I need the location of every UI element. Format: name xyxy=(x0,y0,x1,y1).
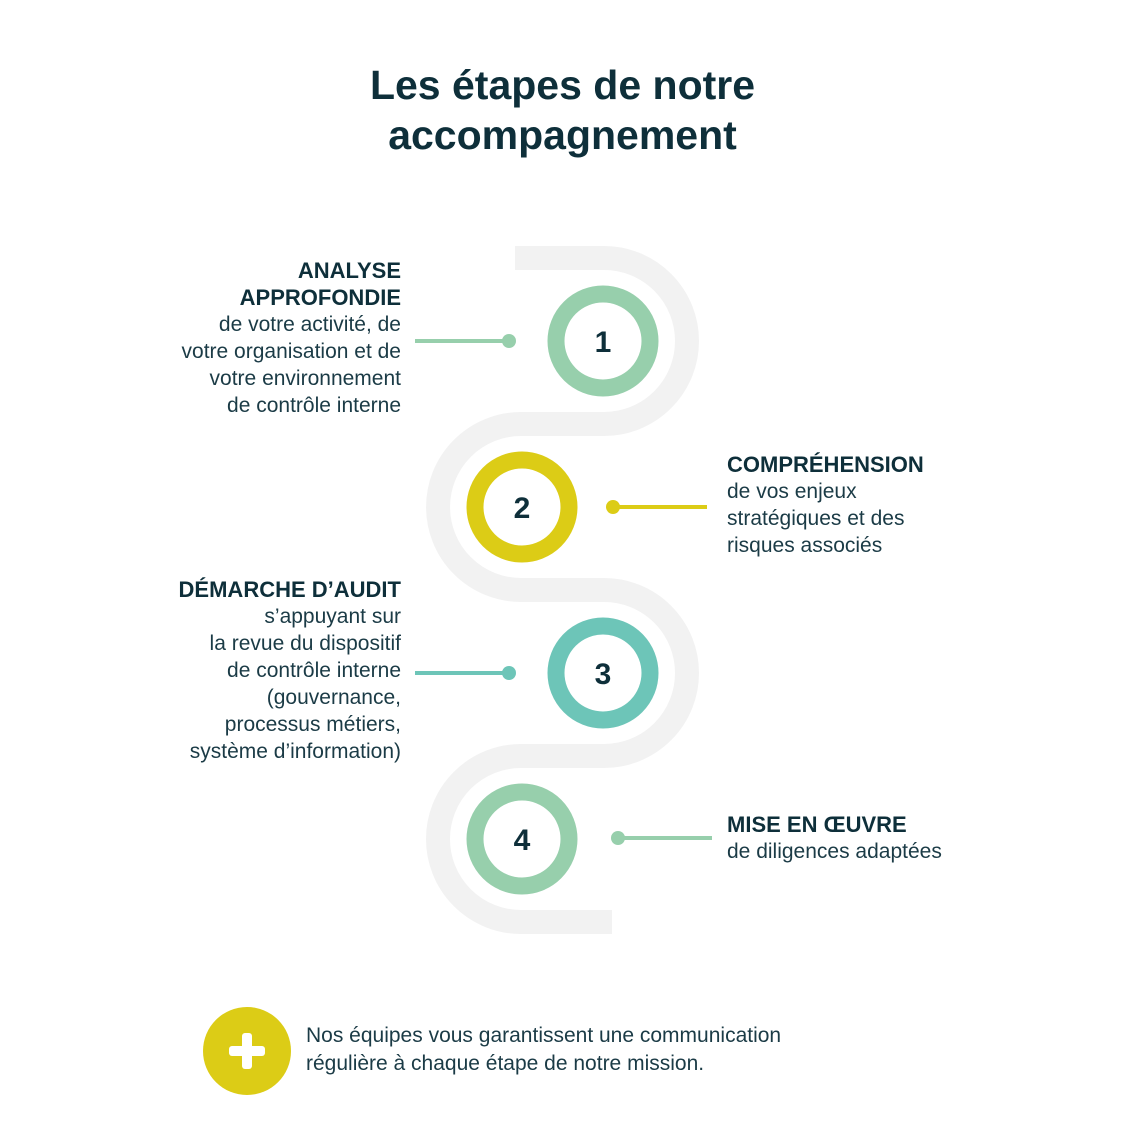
step-2-ring xyxy=(475,460,569,554)
step-1-heading: ANALYSE APPROFONDIE xyxy=(239,258,401,310)
step-4-body: de diligences adaptées xyxy=(727,840,942,863)
step-1-description xyxy=(81,257,401,419)
connector-3 xyxy=(415,666,516,680)
step-3-ring xyxy=(556,626,650,720)
step-2-description xyxy=(727,451,1057,559)
communication-note xyxy=(306,1022,1026,1078)
step-3-description xyxy=(61,576,401,765)
plus-icon xyxy=(203,1007,291,1095)
step-1-number: 1 xyxy=(594,326,612,359)
step-4-description xyxy=(727,811,1067,865)
step-1-body: de votre activité, de votre organisation et de votre environnement de contrôle interne xyxy=(181,313,401,417)
step-4-ring xyxy=(475,792,569,886)
title-line-2: accompagnement xyxy=(388,112,737,158)
connector-4 xyxy=(611,831,712,845)
step-3-body: s’appuyant sur la revue du dispositif de contrôle interne (gouvernance, processus métiers, système d’information) xyxy=(189,605,401,763)
title-line-1: Les étapes de notre xyxy=(369,62,756,108)
step-4-heading: MISE EN ŒUVRE xyxy=(727,812,907,837)
step-3-heading: DÉMARCHE D’AUDIT xyxy=(178,577,401,602)
step-2-body: de vos enjeux stratégiques et des risques associés xyxy=(727,480,905,557)
step-1-ring xyxy=(556,294,650,388)
connector-2 xyxy=(606,500,707,514)
step-2-heading: COMPRÉHENSION xyxy=(727,452,924,477)
step-2-number: 2 xyxy=(513,492,531,525)
step-3-number: 3 xyxy=(594,658,612,691)
note-line-2: régulière à chaque étape de notre mission. xyxy=(306,1052,705,1075)
note-line-1: Nos équipes vous garantissent une communication xyxy=(306,1024,782,1047)
connector-1 xyxy=(415,334,516,348)
step-4-number: 4 xyxy=(513,824,531,857)
